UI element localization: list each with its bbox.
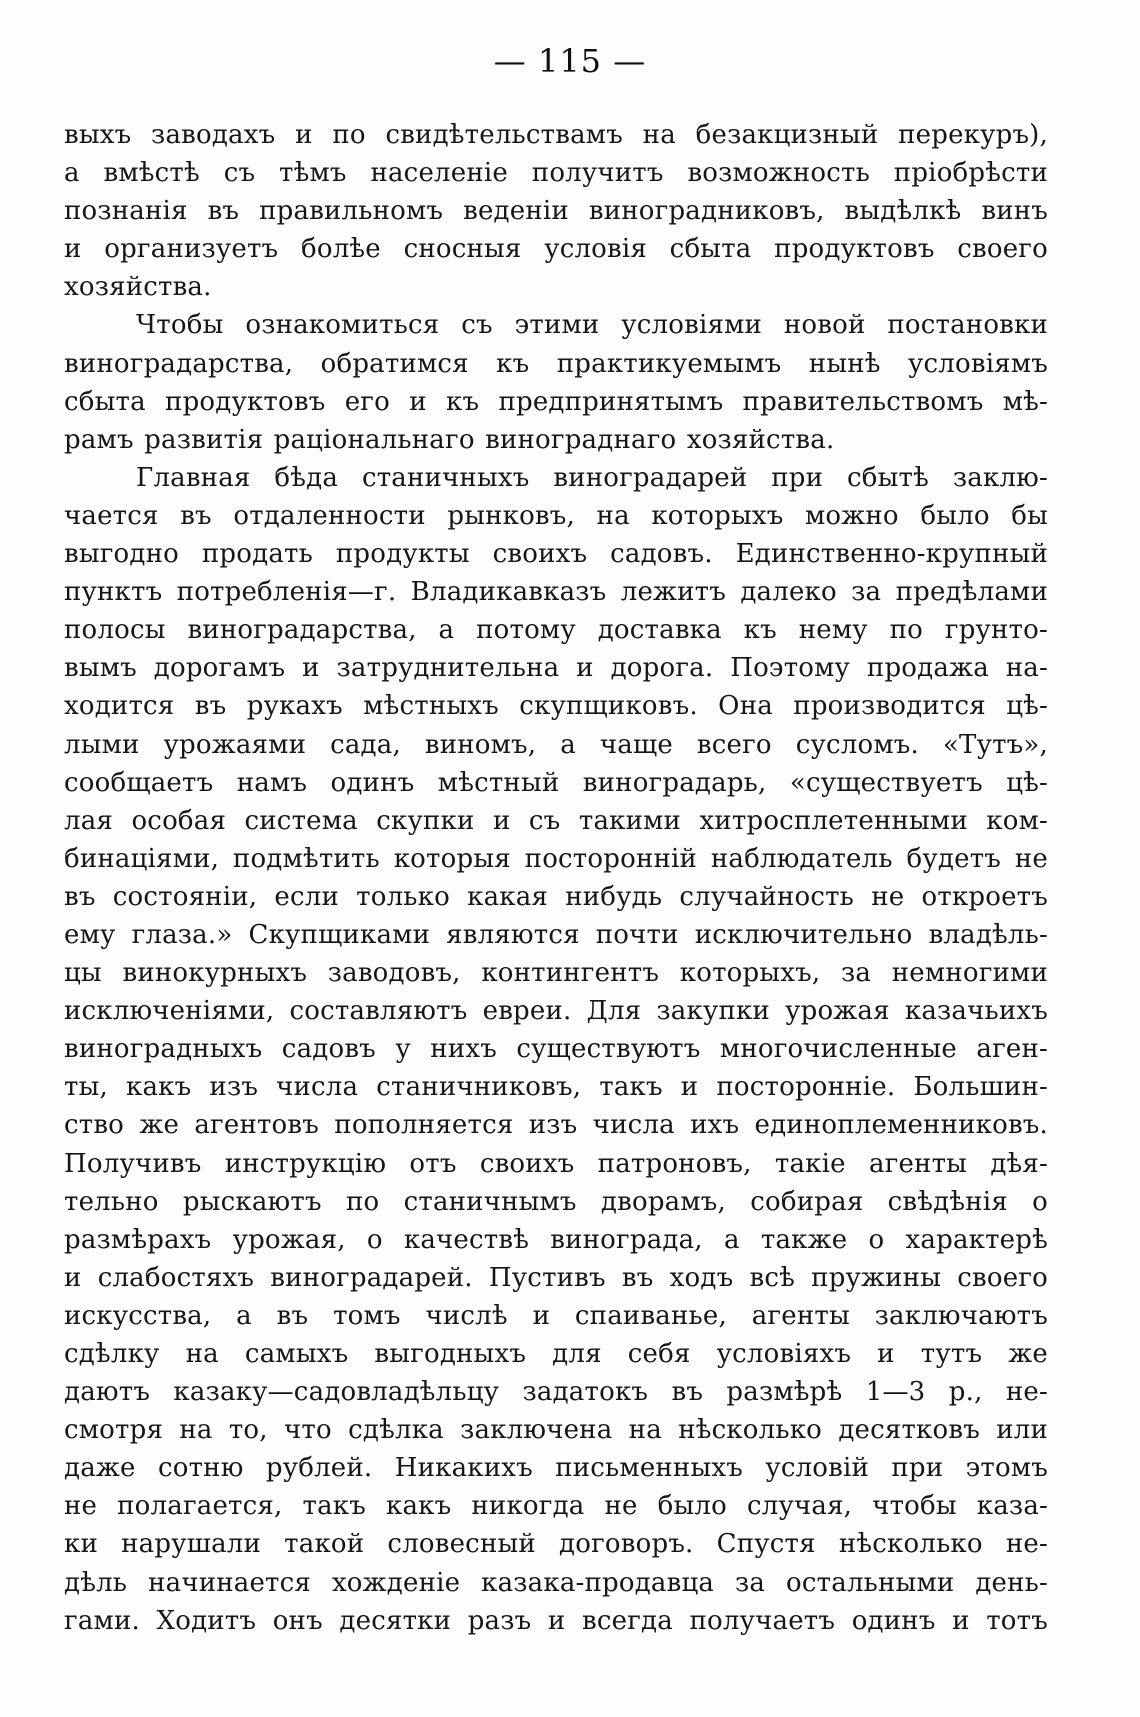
text-line: пунктъ потребленія—г. Владикавказъ лежитъ далеко за предѣлами — [64, 577, 1048, 608]
text-line: тельно рыскаютъ по станичнымъ дворамъ, собирая свѣдѣнія о — [64, 1186, 1048, 1217]
text-line: лыми урожаями сада, виномъ, а чаще всего сусломъ. «Тутъ», — [64, 729, 1048, 760]
text-line: не полагается, такъ какъ никогда не было случая, чтобы каза- — [64, 1491, 1048, 1522]
text-line: выгодно продать продукты своихъ садовъ. Единственно-крупный — [64, 539, 1048, 570]
paragraph-first-line: Главная бѣда станичныхъ виноградарей при сбытѣ заклю- — [136, 462, 1048, 493]
text-line: цы винокурныхъ заводовъ, контингентъ которыхъ, за немногими — [64, 958, 1048, 989]
text-line: чается въ отдаленности рынковъ, на которыхъ можно было бы — [64, 500, 1048, 531]
text-line: гами. Ходитъ онъ десятки разъ и всегда получаетъ одинъ и тотъ — [64, 1605, 1048, 1636]
text-line: лая особая система скупки и съ такими хитросплетенными ком- — [64, 805, 1048, 836]
text-line: сбыта продуктовъ его и къ предпринятымъ правительствомъ мѣ- — [64, 386, 1048, 417]
text-line: исключеніями, составляютъ евреи. Для закупки урожая казачьихъ — [64, 996, 1048, 1027]
text-line: ство же агентовъ пополняется изъ числа ихъ единоплеменниковъ. — [64, 1110, 1048, 1141]
text-line: ки нарушали такой словесный договоръ. Спустя нѣсколько не- — [64, 1529, 1048, 1560]
text-line: вымъ дорогамъ и затруднительна и дорога. Поэтому продажа на- — [64, 653, 1048, 684]
text-line: смотря на то, что сдѣлка заключена на нѣсколько десятковъ или — [64, 1415, 1048, 1446]
text-line: ему глаза.» Скупщиками являются почти исключительно владѣль- — [64, 919, 1048, 950]
text-line: хозяйства. — [64, 272, 212, 303]
text-line: выхъ заводахъ и по свидѣтельствамъ на безакцизный перекуръ), — [64, 120, 1048, 150]
text-line: и организуетъ болѣе сносныя условія сбыта продуктовъ своего — [64, 234, 1048, 265]
text-line: размѣрахъ урожая, о качествѣ винограда, а также о характерѣ — [64, 1224, 1048, 1255]
text-line: Получивъ инструкцію отъ своихъ патроновъ, такіе агенты дѣя- — [64, 1148, 1048, 1179]
text-line: а вмѣстѣ съ тѣмъ населеніе получитъ возможность пріобрѣсти — [64, 158, 1048, 189]
text-line: ходится въ рукахъ мѣстныхъ скупщиковъ. Она производится цѣ- — [64, 691, 1048, 722]
text-line: сообщаетъ намъ одинъ мѣстный виноградарь, «существуетъ цѣ- — [64, 767, 1048, 798]
text-line: даютъ казаку—садовладѣльцу задатокъ въ размѣрѣ 1—3 р., не- — [64, 1377, 1048, 1408]
text-line: сдѣлку на самыхъ выгодныхъ для себя условіяхъ и тутъ же — [64, 1339, 1048, 1369]
text-line: полосы виноградарства, а потому доставка къ нему по грунто- — [64, 615, 1048, 646]
text-line: ты, какъ изъ числа станичниковъ, такъ и посторонніе. Большин- — [64, 1072, 1048, 1103]
body-text — [64, 116, 1048, 1640]
text-line: въ состояніи, если только какая нибудь случайность не откроетъ — [64, 881, 1048, 912]
text-line: и слабостяхъ виноградарей. Пустивъ въ ходъ всѣ пружины своего — [64, 1262, 1048, 1293]
paragraph-first-line: Чтобы ознакомиться съ этими условіями новой постановки — [136, 310, 1048, 341]
text-line: виноградарства, обратимся къ практикуемымъ нынѣ условіямъ — [64, 348, 1048, 379]
text-line: искусства, а въ томъ числѣ и спаиванье, агенты заключаютъ — [64, 1300, 1048, 1331]
text-line: бинаціями, подмѣтить которыя посторонній наблюдатель будетъ не — [64, 843, 1048, 874]
text-line: виноградныхъ садовъ у нихъ существуютъ многочисленные аген- — [64, 1034, 1048, 1065]
text-line: дѣль начинается хожденіе казака-продавца за остальными день- — [64, 1567, 1048, 1598]
page-number: — 115 — — [493, 42, 647, 80]
text-line: даже сотню рублей. Никакихъ письменныхъ условій при этомъ — [64, 1453, 1048, 1484]
text-line: рамъ развитія раціональнаго винограднаго хозяйства. — [64, 424, 835, 455]
text-line: познанія въ правильномъ веденіи виноградниковъ, выдѣлкѣ винъ — [64, 196, 1048, 227]
